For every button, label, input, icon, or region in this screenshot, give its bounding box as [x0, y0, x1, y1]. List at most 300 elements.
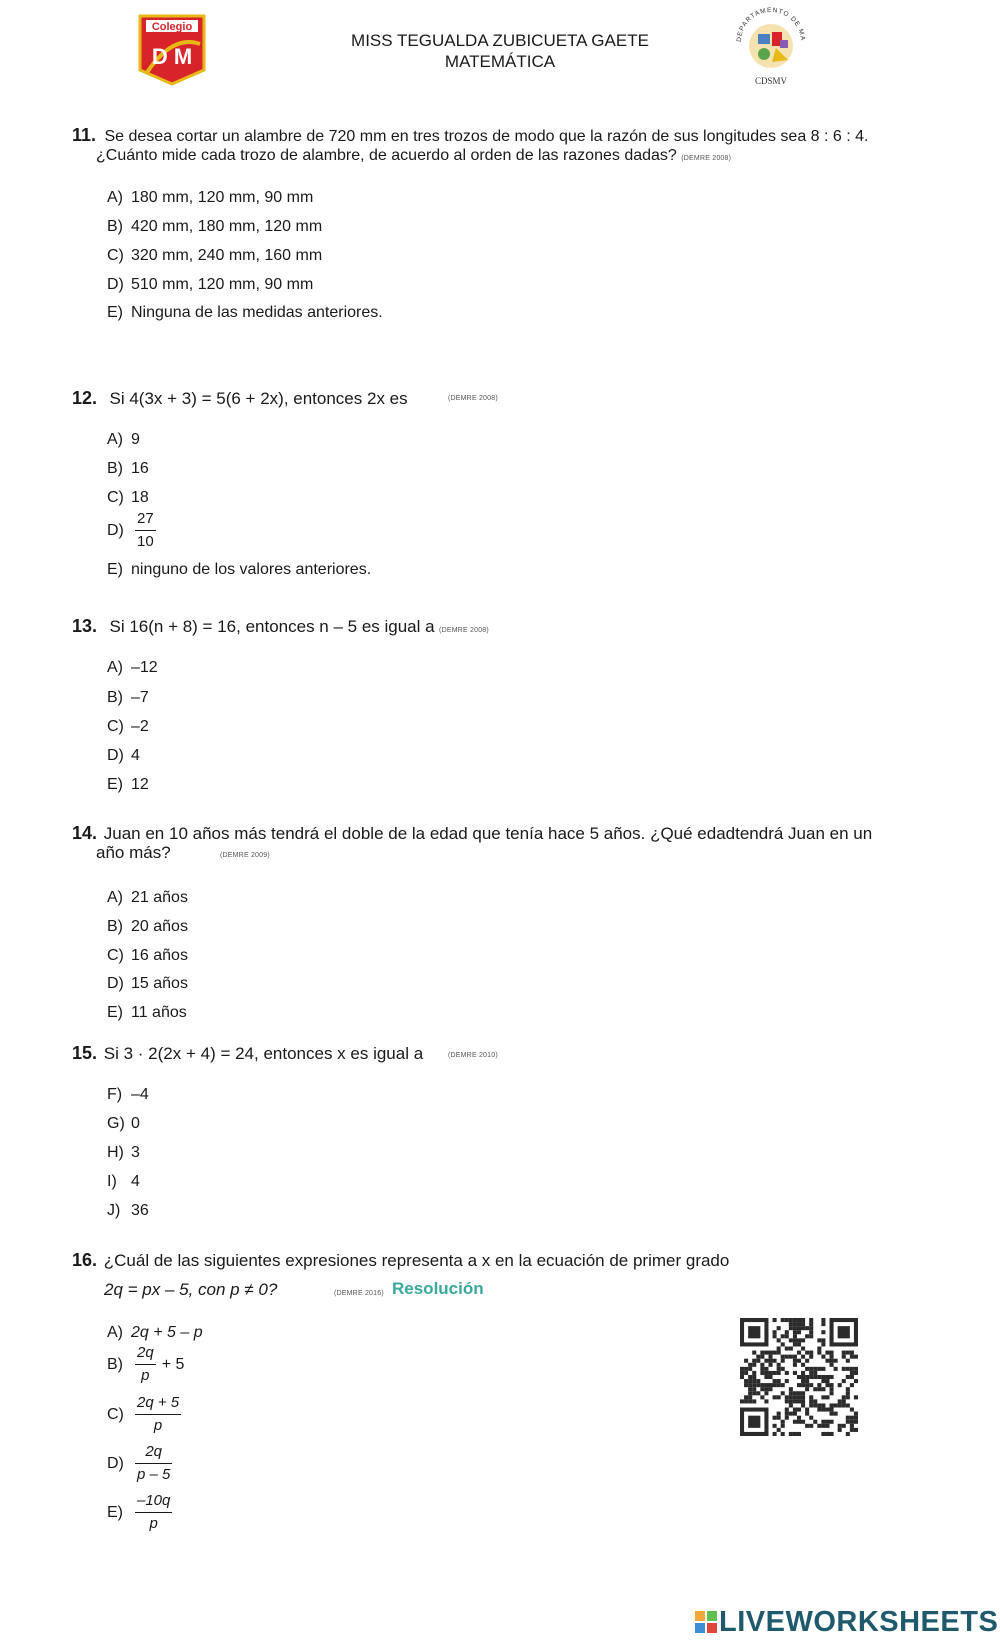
- qr-module: [773, 1330, 777, 1334]
- qr-module: [838, 1424, 842, 1428]
- qr-module: [805, 1383, 809, 1387]
- qr-module: [793, 1330, 797, 1334]
- qr-module: [793, 1412, 797, 1416]
- qr-module: [817, 1387, 821, 1391]
- qr-module: [756, 1359, 760, 1363]
- qr-module: [781, 1359, 785, 1363]
- qr-module: [781, 1355, 785, 1359]
- question-number: 15.: [72, 1043, 98, 1063]
- qr-module: [838, 1428, 842, 1432]
- qr-module: [785, 1399, 789, 1403]
- qr-module: [768, 1383, 772, 1387]
- qr-module: [777, 1379, 781, 1383]
- question-text: Si 3 · 2(2x + 4) = 24, entonces x es igual a: [103, 1044, 424, 1063]
- qr-module: [777, 1412, 781, 1416]
- qr-module: [789, 1391, 793, 1395]
- qr-module: [764, 1351, 768, 1355]
- option-text: 21 años: [131, 889, 188, 906]
- option-label: G): [107, 1115, 125, 1132]
- qr-module: [801, 1395, 805, 1399]
- question-text: año más?: [96, 843, 171, 862]
- qr-module: [781, 1367, 785, 1371]
- qr-module: [809, 1424, 813, 1428]
- option-c[interactable]: [107, 246, 322, 266]
- qr-module: [785, 1408, 789, 1412]
- qr-module: [793, 1395, 797, 1399]
- qr-module: [785, 1355, 789, 1359]
- qr-module: [797, 1318, 801, 1322]
- option-d[interactable]: [107, 746, 140, 766]
- qr-module: [842, 1403, 846, 1407]
- qr-module: [760, 1371, 764, 1375]
- qr-module: [801, 1326, 805, 1330]
- qr-module: [834, 1359, 838, 1363]
- option-label: A): [107, 431, 123, 448]
- qr-module: [793, 1391, 797, 1395]
- option-label: E): [107, 776, 123, 793]
- qr-module: [825, 1383, 829, 1387]
- qr-module: [760, 1355, 764, 1359]
- qr-module: [752, 1363, 756, 1367]
- option-label: F): [107, 1086, 123, 1103]
- qr-module: [752, 1351, 756, 1355]
- qr-module: [821, 1387, 825, 1391]
- qr-module: [789, 1322, 793, 1326]
- qr-module: [809, 1355, 813, 1359]
- question-16-line2: [104, 1280, 277, 1300]
- option-text: –7: [131, 689, 149, 706]
- source-tag: (DEMRE 2016): [334, 1290, 384, 1297]
- qr-module: [789, 1399, 793, 1403]
- qr-module: [846, 1420, 850, 1424]
- qr-module: [809, 1330, 813, 1334]
- qr-module: [789, 1338, 793, 1342]
- qr-module: [801, 1383, 805, 1387]
- option-text: 4: [131, 1173, 140, 1190]
- qr-module: [777, 1351, 781, 1355]
- question-text: Si 16(n + 8) = 16, entonces n – 5 es igual a: [109, 617, 435, 636]
- qr-module: [830, 1363, 834, 1367]
- fraction-numerator: 27: [135, 508, 156, 531]
- qr-module: [797, 1383, 801, 1387]
- qr-module: [801, 1420, 805, 1424]
- qr-module: [821, 1342, 825, 1346]
- qr-module: [821, 1367, 825, 1371]
- qr-module: [830, 1408, 834, 1412]
- option-e[interactable]: [107, 1003, 187, 1023]
- option-g[interactable]: [107, 1114, 140, 1134]
- qr-module: [801, 1322, 805, 1326]
- qr-module: [830, 1420, 834, 1424]
- qr-module: [817, 1351, 821, 1355]
- qr-module: [785, 1346, 789, 1350]
- qr-module: [777, 1367, 781, 1371]
- qr-module: [801, 1379, 805, 1383]
- qr-module: [813, 1420, 817, 1424]
- qr-module: [817, 1408, 821, 1412]
- qr-module: [805, 1412, 809, 1416]
- qr-module: [805, 1387, 809, 1391]
- option-label: C): [107, 489, 124, 506]
- qr-module: [805, 1379, 809, 1383]
- qr-module: [846, 1391, 850, 1395]
- fraction: [135, 1490, 172, 1535]
- option-a[interactable]: [107, 888, 188, 908]
- qr-module: [768, 1351, 772, 1355]
- qr-module: [850, 1408, 854, 1412]
- qr-module: [854, 1420, 858, 1424]
- qr-module: [793, 1399, 797, 1403]
- qr-module: [838, 1403, 842, 1407]
- qr-module: [821, 1432, 825, 1436]
- option-label: B): [107, 918, 123, 935]
- qr-module: [773, 1432, 777, 1436]
- qr-module: [813, 1371, 817, 1375]
- qr-module: [789, 1403, 793, 1407]
- option-text: 0: [131, 1115, 140, 1132]
- option-text: 11 años: [131, 1004, 187, 1021]
- option-e[interactable]: [107, 303, 383, 323]
- teacher-name: MISS TEGUALDA ZUBICUETA GAETE: [351, 31, 649, 50]
- qr-module: [748, 1387, 752, 1391]
- qr-module: [797, 1420, 801, 1424]
- option-text: 20 años: [131, 918, 188, 935]
- qr-module: [760, 1387, 764, 1391]
- option-text: 420 mm, 180 mm, 120 mm: [131, 218, 323, 235]
- qr-module: [752, 1399, 756, 1403]
- qr-module: [825, 1395, 829, 1399]
- qr-module: [842, 1355, 846, 1359]
- qr-module: [854, 1416, 858, 1420]
- question-text: ¿Cuál de las siguientes expresiones representa a x en la ecuación de primer grado: [103, 1251, 730, 1270]
- qr-module: [797, 1359, 801, 1363]
- qr-module: [793, 1408, 797, 1412]
- qr-module: [850, 1420, 854, 1424]
- qr-module: [846, 1432, 850, 1436]
- qr-module: [801, 1355, 805, 1359]
- qr-module: [830, 1403, 834, 1407]
- qr-module: [817, 1403, 821, 1407]
- qr-module: [781, 1420, 785, 1424]
- option-a[interactable]: [107, 430, 140, 450]
- qr-module: [854, 1412, 858, 1416]
- qr-module: [850, 1371, 854, 1375]
- option-label: B): [107, 689, 123, 706]
- qr-module: [748, 1367, 752, 1371]
- qr-module: [768, 1363, 772, 1367]
- qr-module: [785, 1395, 789, 1399]
- qr-module: [809, 1326, 813, 1330]
- qr-module: [752, 1391, 756, 1395]
- qr-module: [789, 1387, 793, 1391]
- qr-module: [777, 1416, 781, 1420]
- qr-module: [830, 1351, 834, 1355]
- qr-module: [793, 1432, 797, 1436]
- qr-module: [793, 1355, 797, 1359]
- option-a[interactable]: [107, 1323, 203, 1343]
- qr-module: [744, 1371, 748, 1375]
- qr-module: [825, 1432, 829, 1436]
- option-e[interactable]: [107, 1490, 172, 1535]
- qr-module: [850, 1416, 854, 1420]
- option-text: 2q + 5 – p: [131, 1324, 203, 1341]
- qr-module: [797, 1416, 801, 1420]
- fraction-denominator: p – 5: [137, 1466, 171, 1483]
- qr-module: [781, 1391, 785, 1395]
- qr-module: [801, 1391, 805, 1395]
- option-label: B): [107, 1355, 123, 1373]
- qr-module: [821, 1403, 825, 1407]
- question-15: [72, 1043, 423, 1064]
- option-b[interactable]: [107, 1342, 184, 1387]
- option-label: I): [107, 1173, 117, 1190]
- qr-module: [805, 1351, 809, 1355]
- question-13: [72, 616, 489, 641]
- question-number: 16.: [72, 1250, 98, 1270]
- question-11: [72, 125, 868, 147]
- qr-module: [760, 1351, 764, 1355]
- question-number: 11.: [72, 125, 97, 145]
- option-c[interactable]: [107, 717, 149, 737]
- qr-module: [773, 1395, 777, 1399]
- qr-module: [793, 1334, 797, 1338]
- option-text: –12: [131, 659, 158, 676]
- resolucion-link[interactable]: Resolución: [392, 1279, 484, 1298]
- qr-module: [797, 1326, 801, 1330]
- option-b[interactable]: [107, 917, 188, 937]
- qr-module: [817, 1338, 821, 1342]
- logo-abbrev: CDSMV: [754, 76, 788, 86]
- option-label: C): [107, 1405, 124, 1423]
- qr-module: [760, 1395, 764, 1399]
- qr-module: [777, 1326, 781, 1330]
- qr-code[interactable]: [740, 1318, 858, 1436]
- question-number: 14.: [72, 823, 98, 843]
- qr-module: [850, 1367, 854, 1371]
- qr-module: [801, 1346, 805, 1350]
- source-tag: (DEMRE 2009): [220, 852, 270, 859]
- qr-module: [850, 1351, 854, 1355]
- qr-module: [777, 1395, 781, 1399]
- qr-module: [854, 1367, 858, 1371]
- fraction-denominator: p: [141, 1367, 150, 1384]
- source-tag: (DEMRE 2010): [448, 1052, 498, 1059]
- qr-module: [817, 1367, 821, 1371]
- qr-module: [801, 1363, 805, 1367]
- qr-module: [797, 1330, 801, 1334]
- qr-module: [764, 1391, 768, 1395]
- option-text: Ninguna de las medidas anteriores.: [131, 304, 383, 321]
- qr-module: [756, 1391, 760, 1395]
- question-number: 13.: [72, 616, 98, 636]
- math-department-logo: [728, 4, 814, 88]
- qr-module: [801, 1371, 805, 1375]
- question-12: [72, 388, 408, 410]
- qr-module: [781, 1383, 785, 1387]
- option-label: J): [107, 1202, 121, 1219]
- fraction-denominator: p: [149, 1515, 158, 1532]
- option-b[interactable]: [107, 459, 149, 479]
- option-text: 510 mm, 120 mm, 90 mm: [131, 276, 314, 293]
- option-label: D): [107, 747, 124, 764]
- option-text: 320 mm, 240 mm, 160 mm: [131, 247, 323, 264]
- option-a[interactable]: [107, 658, 158, 678]
- qr-module: [854, 1428, 858, 1432]
- question-text: ¿Cuánto mide cada trozo de alambre, de acuerdo al orden de las razones dadas?: [96, 147, 677, 164]
- option-label: H): [107, 1144, 124, 1161]
- qr-module: [817, 1375, 821, 1379]
- option-text: 4: [131, 747, 140, 764]
- qr-module: [830, 1391, 834, 1395]
- qr-module: [768, 1355, 772, 1359]
- qr-module: [744, 1359, 748, 1363]
- option-text: 16 años: [131, 947, 188, 964]
- logo-ring-text: DEPARTAMENTO DE MA: [735, 6, 807, 43]
- qr-module: [744, 1399, 748, 1403]
- qr-module: [846, 1416, 850, 1420]
- option-e[interactable]: [107, 775, 149, 795]
- qr-module: [805, 1334, 809, 1338]
- qr-module: [797, 1408, 801, 1412]
- option-c[interactable]: [107, 488, 149, 508]
- option-text: 36: [131, 1202, 149, 1219]
- qr-module: [850, 1375, 854, 1379]
- source-tag: (DEMRE 2008): [681, 155, 732, 162]
- qr-module: [785, 1416, 789, 1420]
- qr-module: [793, 1322, 797, 1326]
- option-text: 15 años: [131, 975, 188, 992]
- option-text: 12: [131, 776, 149, 793]
- qr-module: [768, 1375, 772, 1379]
- option-i[interactable]: [107, 1172, 140, 1192]
- qr-module: [781, 1342, 785, 1346]
- qr-module: [748, 1399, 752, 1403]
- option-d[interactable]: [107, 508, 156, 553]
- option-label: E): [107, 1004, 123, 1021]
- qr-module: [813, 1367, 817, 1371]
- qr-module: [773, 1379, 777, 1383]
- qr-module: [797, 1342, 801, 1346]
- liveworksheets-brand[interactable]: [695, 1607, 998, 1637]
- qr-module: [764, 1359, 768, 1363]
- qr-module: [773, 1383, 777, 1387]
- qr-module: [768, 1359, 772, 1363]
- qr-module: [797, 1432, 801, 1436]
- qr-module: [797, 1351, 801, 1355]
- qr-module: [793, 1363, 797, 1367]
- qr-module: [801, 1318, 805, 1322]
- qr-module: [789, 1412, 793, 1416]
- qr-module: [781, 1334, 785, 1338]
- qr-module: [752, 1359, 756, 1363]
- option-text: 16: [131, 460, 149, 477]
- option-f[interactable]: [107, 1085, 149, 1105]
- qr-module: [793, 1338, 797, 1342]
- option-d[interactable]: [107, 974, 188, 994]
- qr-module: [773, 1334, 777, 1338]
- option-e[interactable]: [107, 560, 371, 580]
- qr-module: [846, 1395, 850, 1399]
- qr-module: [846, 1387, 850, 1391]
- qr-module: [748, 1395, 752, 1399]
- option-d[interactable]: [107, 1441, 172, 1486]
- option-a[interactable]: [107, 188, 313, 208]
- brand-text: LIVEWORKSHEETS: [719, 1605, 999, 1638]
- qr-module: [801, 1338, 805, 1342]
- qr-module: [777, 1338, 781, 1342]
- qr-module: [809, 1403, 813, 1407]
- question-text: Juan en 10 años más tendrá el doble de la edad que tenía hace 5 años. ¿Qué edadtendrá Juan en un: [103, 824, 873, 843]
- brand-grid-icon: [695, 1611, 717, 1633]
- option-h[interactable]: [107, 1143, 140, 1163]
- qr-module: [773, 1318, 777, 1322]
- option-text: –4: [131, 1086, 149, 1103]
- qr-module: [805, 1359, 809, 1363]
- option-label: A): [107, 189, 123, 206]
- option-j[interactable]: [107, 1201, 149, 1221]
- qr-module: [821, 1318, 825, 1322]
- qr-module: [773, 1424, 777, 1428]
- option-text: –2: [131, 718, 149, 735]
- qr-module: [834, 1403, 838, 1407]
- option-b[interactable]: [107, 217, 322, 237]
- option-label: D): [107, 521, 124, 539]
- qr-module: [809, 1375, 813, 1379]
- source-tag: (DEMRE 2008): [448, 395, 498, 402]
- qr-module: [813, 1375, 817, 1379]
- qr-module: [756, 1355, 760, 1359]
- question-text: Se desea cortar un alambre de 720 mm en tres trozos de modo que la razón de sus longitudes sea 8 : 6 : 4.: [104, 128, 869, 145]
- option-tail: + 5: [161, 1355, 185, 1373]
- qr-module: [752, 1379, 756, 1383]
- qr-module: [789, 1318, 793, 1322]
- qr-module: [809, 1371, 813, 1375]
- option-c[interactable]: [107, 946, 188, 966]
- qr-module: [752, 1375, 756, 1379]
- qr-module: [809, 1416, 813, 1420]
- option-d[interactable]: [107, 275, 313, 295]
- qr-module: [830, 1375, 834, 1379]
- qr-module: [809, 1383, 813, 1387]
- qr-module: [744, 1395, 748, 1399]
- fraction-numerator: 2q: [135, 1441, 172, 1464]
- qr-module: [740, 1367, 744, 1371]
- qr-module: [821, 1322, 825, 1326]
- qr-module: [850, 1355, 854, 1359]
- qr-module: [817, 1346, 821, 1350]
- question-text: Si 4(3x + 3) = 5(6 + 2x), entonces 2x es: [109, 389, 408, 408]
- qr-module: [789, 1395, 793, 1399]
- option-label: D): [107, 276, 124, 293]
- qr-module: [809, 1322, 813, 1326]
- option-b[interactable]: [107, 688, 149, 708]
- qr-module: [752, 1371, 756, 1375]
- qr-module: [821, 1355, 825, 1359]
- qr-module: [825, 1351, 829, 1355]
- fraction: [135, 1342, 156, 1387]
- school-logo: [138, 14, 206, 86]
- qr-module: [760, 1367, 764, 1371]
- qr-module: [838, 1399, 842, 1403]
- logo-caption: Colegio: [151, 21, 193, 33]
- qr-module: [825, 1379, 829, 1383]
- qr-module: [797, 1399, 801, 1403]
- qr-module: [842, 1379, 846, 1383]
- fraction-numerator: –10q: [135, 1490, 172, 1513]
- option-c[interactable]: [107, 1392, 181, 1437]
- qr-module: [850, 1428, 854, 1432]
- qr-module: [773, 1351, 777, 1355]
